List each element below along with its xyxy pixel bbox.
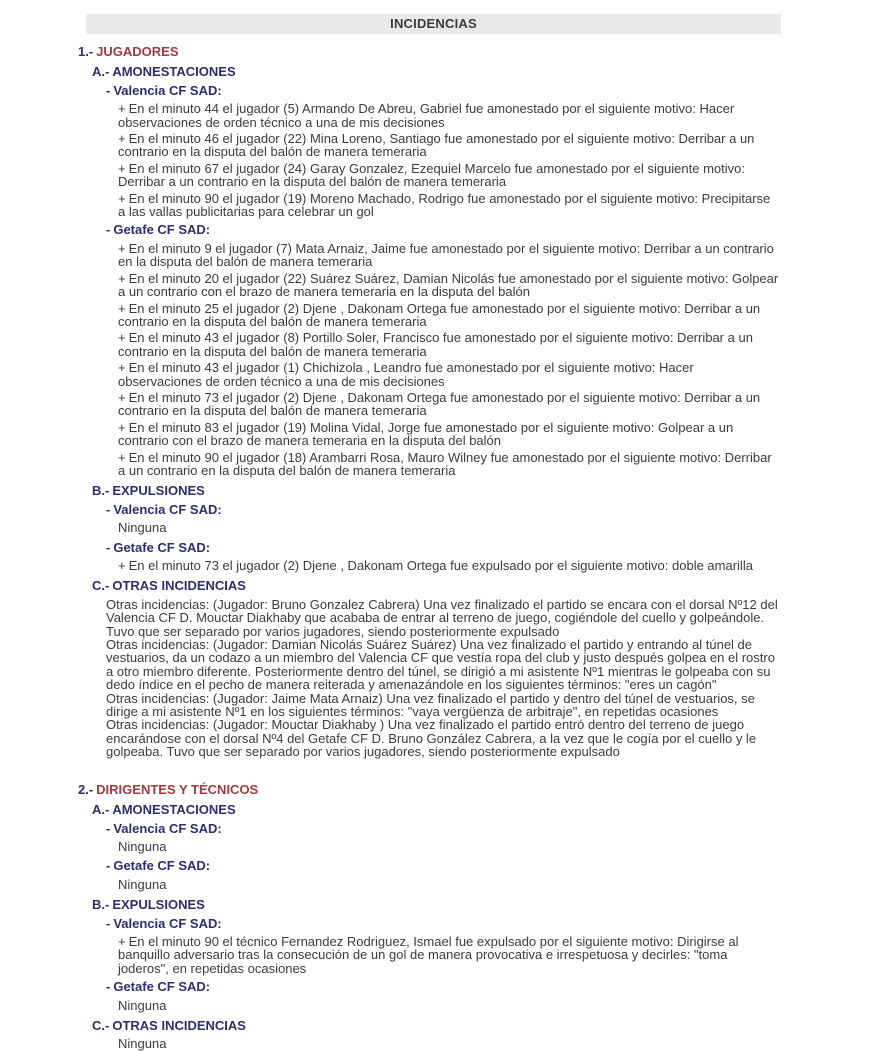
other-incident-paragraph: Otras incidencias: (Jugador: Bruno Gonzalez Cabrera) Una vez finalizado el partido se encara con el dorsal Nº12 del Valencia CF D. Mouctar Diakhaby que acababa de entrar al terreno de juego, cogiéndole del cuello y golpeándole. Tuvo que ser separado por varios jugadores, siendo posteriormente expulsado — [106, 596, 778, 639]
bullet-marker: + — [118, 300, 126, 316]
incident-item — [78, 162, 781, 189]
team-name: Getafe CF SAD: — [113, 858, 211, 874]
bullet-marker: + — [118, 190, 126, 206]
incident-item — [78, 331, 781, 358]
incident-item — [78, 361, 781, 388]
subsection-title: OTRAS INCIDENCIAS — [112, 1017, 246, 1033]
subsection-title: AMONESTACIONES — [112, 802, 236, 818]
incident-item — [78, 559, 781, 572]
team-dash: - — [106, 858, 111, 874]
incident-text: En el minuto 90 el jugador (18) Arambarri Rosa, Mauro Wilney fue amonestado por el siguiente motivo: Derribar a un contrario en la disputa del balón de manera temeraria — [118, 449, 772, 478]
section-heading — [78, 783, 781, 796]
bullet-marker: + — [118, 101, 126, 117]
team-heading — [78, 917, 781, 930]
subsection-letter: A.- — [92, 802, 110, 818]
team-dash: - — [106, 222, 111, 238]
incident-text: En el minuto 73 el jugador (2) Djene , Dakonam Ortega fue amonestado por el siguiente motivo: Derribar a un contrario en la disputa del balón de manera temeraria — [118, 389, 761, 419]
bullet-marker: + — [118, 160, 126, 176]
incident-text: En el minuto 43 el jugador (1) Chichizola , Leandro fue amonestado por el siguiente motivo: Hacer observaciones de orden técnico a una de mis decisiones — [118, 360, 694, 389]
incident-text: En el minuto 9 el jugador (7) Mata Arnaiz, Jaime fue amonestado por el siguiente motivo: Derribar a un contrario en la disputa del balón de manera temeraria — [118, 240, 774, 270]
team-name: Valencia CF SAD: — [113, 501, 222, 517]
incident-item — [78, 102, 781, 129]
page-title: INCIDENCIAS — [390, 16, 477, 31]
section-number: 2.- — [78, 781, 94, 797]
incident-item — [78, 451, 781, 478]
incident-text: En el minuto 73 el jugador (2) Djene , Dakonam Ortega fue expulsado por el siguiente motivo: doble amarilla — [128, 558, 753, 573]
none-value: Ninguna — [118, 1036, 167, 1051]
team-heading — [78, 980, 781, 993]
bullet-marker: + — [118, 270, 126, 286]
incident-text: En el minuto 46 el jugador (22) Mina Loreno, Santiago fue amonestado por el siguiente motivo: Derribar a un contrario en la disputa del balón de manera temeraria — [118, 131, 755, 160]
bullet-marker: + — [118, 558, 126, 573]
incident-text: En el minuto 83 el jugador (19) Molina Vidal, Jorge fue amonestado por el siguiente motivo: Golpear a un contrario con el brazo de manera temeraria en la disputa del balón — [118, 419, 734, 449]
subsection-heading — [78, 803, 781, 816]
incident-item — [78, 242, 781, 269]
team-dash: - — [106, 820, 111, 836]
section-title: JUGADORES — [96, 44, 179, 59]
incident-item — [78, 132, 781, 159]
incident-item — [78, 272, 781, 299]
incident-text: En el minuto 90 el jugador (19) Moreno Machado, Rodrigo fue amonestado por el siguiente motivo: Precipitarse a las vallas publicitarias para celebrar un gol — [118, 190, 771, 220]
team-heading — [78, 503, 781, 516]
team-name: Getafe CF SAD: — [113, 979, 211, 995]
team-heading — [78, 859, 781, 872]
bullet-marker: + — [118, 389, 126, 405]
subsection-title: EXPULSIONES — [112, 897, 205, 913]
team-name: Valencia CF SAD: — [113, 82, 222, 98]
section-number: 1.- — [78, 44, 94, 59]
other-incident-paragraph: Otras incidencias: (Jugador: Mouctar Diakhaby ) Una vez finalizado el partido entró dentro del terreno de juego encarándose con el dorsal Nº4 del Getafe CF D. Bruno González Cabrera, a la vez que le cogía por el cuello y le golpeaba. Tuvo que ser separado por varios jugadores, siendo posteriormente expulsado — [106, 717, 757, 760]
bullet-marker: + — [118, 360, 126, 376]
team-heading — [78, 84, 781, 97]
incident-text: En el minuto 43 el jugador (8) Portillo Soler, Francisco fue amonestado por el siguiente motivo: Derribar a un contrario en la disputa del balón de manera temeraria — [118, 330, 753, 359]
team-name: Getafe CF SAD: — [113, 539, 211, 555]
subsection-letter: C.- — [92, 1017, 110, 1033]
incident-item — [78, 192, 781, 219]
report-section — [78, 783, 781, 1051]
section-title: DIRIGENTES Y TÉCNICOS — [96, 781, 259, 797]
bullet-marker: + — [118, 933, 126, 949]
incident-item — [78, 935, 781, 975]
none-value: Ninguna — [118, 520, 167, 536]
subsection-letter: B.- — [92, 897, 110, 913]
team-dash: - — [106, 539, 111, 555]
bullet-marker: + — [118, 419, 126, 435]
sections-container — [78, 45, 781, 1051]
team-name: Getafe CF SAD: — [113, 222, 211, 238]
subsection-heading — [78, 579, 781, 592]
incident-text: En el minuto 44 el jugador (5) Armando De Abreu, Gabriel fue amonestado por el siguiente motivo: Hacer observaciones de orden técnico a una de mis decisiones — [118, 101, 735, 130]
incident-text: En el minuto 20 el jugador (22) Suárez Suárez, Damian Nicolás fue amonestado por el siguiente motivo: Golpear a un contrario con el brazo de manera temeraria en la disputa del balón — [118, 270, 779, 300]
subsection-title: AMONESTACIONES — [112, 64, 236, 80]
team-name: Valencia CF SAD: — [113, 820, 222, 836]
team-name: Valencia CF SAD: — [113, 915, 222, 931]
bullet-marker: + — [118, 240, 126, 256]
incident-text: En el minuto 67 el jugador (24) Garay Gonzalez, Ezequiel Marcelo fue amonestado por el siguiente motivo: Derribar a un contrario en la disputa del balón de manera temeraria — [118, 160, 745, 190]
other-incident-paragraph: Otras incidencias: (Jugador: Jaime Mata Arnaiz) Una vez finalizado el partido y dentro del túnel de vestuarios, se dirige a mi asistente Nº1 en los siguientes términos: "vaya vergüenza de arbitraje", en repetidas ocasiones — [106, 690, 755, 720]
incident-text: En el minuto 25 el jugador (2) Djene , Dakonam Ortega fue amonestado por el siguiente motivo: Derribar a un contrario en la disputa del balón de manera temeraria — [118, 300, 761, 329]
bullet-marker: + — [118, 449, 126, 465]
none-value: Ninguna — [118, 838, 167, 854]
subsection-letter: B.- — [92, 483, 110, 499]
subsection-heading — [78, 898, 781, 911]
bullet-marker: + — [118, 330, 126, 346]
report-section — [78, 45, 781, 759]
subsection-title: EXPULSIONES — [112, 483, 205, 499]
incident-text: En el minuto 90 el técnico Fernandez Rodriguez, Ismael fue expulsado por el siguiente motivo: Dirigirse al banquillo adversario tras la consecución de un gol de manera provocativa e irrespetuosa y decirles: "toma joderos", en repetidas ocasiones — [118, 933, 739, 976]
subsection-letter: A.- — [92, 64, 110, 80]
incident-item — [78, 391, 781, 418]
subsection-heading — [78, 1019, 781, 1032]
none-value: Ninguna — [118, 997, 167, 1013]
incidents-report — [78, 14, 781, 1051]
subsection-letter: C.- — [92, 578, 110, 594]
team-dash: - — [106, 501, 111, 517]
bullet-marker: + — [118, 131, 126, 147]
team-heading — [78, 223, 781, 236]
incident-item — [78, 421, 781, 448]
subsection-heading — [78, 484, 781, 497]
subsection-heading — [78, 65, 781, 78]
team-dash: - — [106, 82, 111, 98]
incident-item — [78, 302, 781, 329]
subsection-title: OTRAS INCIDENCIAS — [112, 578, 246, 594]
team-dash: - — [106, 915, 111, 931]
none-value: Ninguna — [118, 876, 167, 892]
team-dash: - — [106, 979, 111, 995]
report-title-bar — [86, 14, 781, 34]
section-heading — [78, 45, 781, 58]
team-heading — [78, 541, 781, 554]
team-heading — [78, 822, 781, 835]
other-incident-paragraph: Otras incidencias: (Jugador: Damian Nicolás Suárez Suárez) Una vez finalizado el partido y entrando al túnel de vestuarios, da un codazo a un miembro del Valencia CF que vestía ropa del club y justo después golpea en el rostro a otro miembro diferente. Posteriormente dentro del túnel, se dirigió a mi asistente Nº1 mientras le golpeaba con su dedo índice en el pecho de manera reiterada y amenazándole en los siguientes términos: "eres un cagón" — [106, 637, 775, 693]
